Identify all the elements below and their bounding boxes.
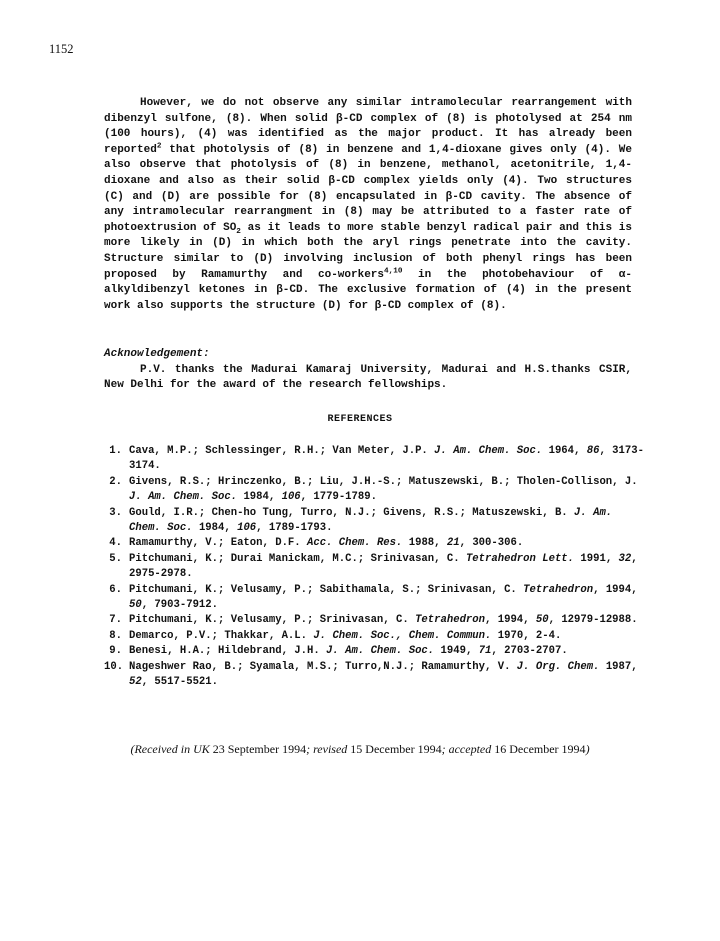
references-list: [104, 444, 644, 691]
revised-date: 15 December 1994: [350, 742, 442, 756]
reference-year: 1949: [440, 645, 466, 658]
reference-number: 3 .: [104, 506, 122, 521]
reference-number: 9 .: [104, 644, 122, 659]
body-paragraph: [104, 96, 632, 314]
received-label: Received in UK: [134, 742, 210, 756]
reference-item: [104, 583, 644, 614]
reference-pages: , 2975-2978.: [129, 552, 638, 581]
received-footnote: (Received in UK 23 September 1994; revised 15 December 1994; accepted 16 December 1994): [130, 742, 590, 756]
reference-year: 1991: [580, 552, 606, 565]
reference-pages: , 3173-3174.: [129, 445, 644, 473]
reference-volume: 106: [237, 522, 257, 535]
reference-year: 1970: [497, 629, 524, 642]
reference-item: [104, 629, 644, 644]
citation-superscript-2: 2: [156, 142, 162, 151]
reference-item: [104, 552, 644, 583]
reference-sep: ,: [574, 445, 587, 457]
reference-volume: 86: [586, 445, 600, 457]
reference-pages: , 12979-12988.: [548, 614, 638, 627]
reference-journal: Tetrahedron Lett.: [465, 552, 575, 565]
reference-sep: ,: [593, 583, 606, 596]
reference-authors: Cava, M.P.; Schlessinger, R.H.; Van Meter, J.P.: [129, 445, 435, 457]
reference-authors: Pitchumani, K.; Durai Manickam, M.C.; Srinivasan, C.: [129, 552, 466, 565]
reference-sep: ,: [268, 491, 282, 504]
reference-pages: , 300-306.: [459, 537, 524, 550]
reference-authors: Demarco, P.V.; Thakkar, A.L.: [129, 629, 314, 642]
reference-journal: J. Chem. Soc., Chem. Commun.: [313, 629, 492, 642]
so2-subscript: 2: [236, 227, 241, 236]
reference-year: 1988: [408, 537, 435, 550]
reference-item: [104, 444, 644, 475]
paragraph-text-3: as it leads to more stable benzyl radical pair and this is more likely in (D) in which both the aryl rings penetrate into the cavity. Structure similar to (D) involving inclusion of both phenyl rings has been proposed by Ramamurthy and co-workers: [104, 221, 632, 281]
reference-year: 1984: [198, 522, 225, 535]
reference-number: 1 .: [104, 444, 122, 459]
reference-sep: ,: [434, 537, 447, 550]
reference-year: 1987: [605, 660, 632, 673]
reference-item: [104, 660, 644, 691]
reference-journal: J. Am. Chem. Soc.: [129, 506, 613, 535]
reference-authors: Nageshwer Rao, B.; Syamala, M.S.; Turro,N.J.; Ramamurthy, V.: [129, 660, 517, 673]
acknowledgement-section: [104, 347, 632, 394]
reference-authors: Givens, R.S.; Hrinczenko, B.; Liu, J.H.-S.; Matuszewski, B.; Tholen-Collison, J.: [129, 475, 638, 488]
reference-volume: 32: [618, 552, 632, 565]
reference-item: [104, 506, 644, 537]
reference-number: 4 .: [104, 536, 122, 551]
reference-sep: ,: [485, 614, 498, 627]
reference-journal: Tetrahedron: [523, 583, 594, 596]
reference-item: [104, 613, 644, 628]
reference-item: [104, 644, 644, 659]
reference-journal: J. Am. Chem. Soc.: [326, 645, 435, 658]
reference-authors: Gould, I.R.; Chen-ho Tung, Turro, N.J.; Givens, R.S.; Matuszewski, B.: [129, 506, 575, 519]
reference-sep: ,: [523, 614, 536, 627]
acknowledgement-text: P.V. thanks the Madurai Kamaraj University, Madurai and H.S.thanks CSIR, New Delhi for the award of the research fellowships.: [104, 363, 632, 392]
reference-number: 5 .: [104, 552, 122, 567]
reference-volume: 106: [281, 491, 301, 504]
reference-journal: J. Am. Chem. Soc.: [434, 445, 543, 457]
reference-number: 2 .: [104, 475, 122, 490]
reference-pages: , 2-4.: [523, 629, 562, 642]
reference-sep: ,: [224, 522, 238, 535]
reference-pages: , 1789-1793.: [256, 522, 333, 535]
reference-sep: ,: [631, 583, 638, 596]
reference-journal: Tetrahedron: [415, 614, 486, 627]
reference-sep: ,: [605, 552, 619, 565]
references-heading: REFERENCES: [327, 414, 393, 425]
reference-number: 8 .: [104, 629, 122, 644]
accepted-label: accepted: [448, 742, 492, 756]
citation-superscript-4-10: 4,10: [384, 266, 403, 275]
paragraph-text-2: that photolysis of (8) in benzene and 1,4-dioxane gives only (4). We also observe that photolysis of (8) in benzene, methanol, acetonitrile, 1,4-dioxane and also as their solid β-CD complex yields only (4). Two structures (C) and (D) are possible for (8) encapsulated in β-CD cavity. The absence of any intramolecular rearrangment in (8) may be attributed to a faster rate of photoextrusion of SO: [104, 143, 632, 234]
reference-sep: ,: [631, 660, 638, 673]
reference-year: 1994: [497, 614, 524, 627]
reference-journal: J. Am. Chem. Soc.: [129, 491, 238, 504]
reference-year: 1984: [243, 491, 269, 504]
reference-authors: Benesi, H.A.; Hildebrand, J.H.: [129, 645, 327, 658]
acknowledgement-title: Acknowledgement:: [104, 348, 210, 360]
reference-volume: 21: [446, 537, 460, 550]
reference-item: [104, 536, 644, 551]
reference-volume: 52: [129, 676, 142, 689]
reference-authors: Pitchumani, K.; Velusamy, P.; Sabithamala, S.; Srinivasan, C.: [129, 583, 524, 596]
reference-pages: , 1779-1789.: [300, 491, 377, 504]
reference-authors: Ramamurthy, V.; Eaton, D.F.: [129, 537, 308, 550]
paragraph-text-4: in the photobehaviour of α-alkyldibenzyl ketones in β-CD. The exclusive formation of (4) in the present work also supports the structure (D) for β-CD complex of (8).: [104, 268, 632, 312]
received-date: 23 September 1994: [212, 742, 307, 756]
reference-number: 10 .: [104, 660, 122, 675]
reference-journal: Acc. Chem. Res.: [307, 537, 403, 550]
accepted-date: 16 December 1994: [494, 742, 586, 756]
reference-volume: 50: [535, 614, 549, 627]
paragraph-text-1: However, we do not observe any similar intramolecular rearrangement with dibenzyl sulfone, (8). When solid β-CD complex of (8) is photolysed at 254 nm (100 hours), (4) was identified as the major product. It has already been reported: [104, 97, 632, 156]
revised-label: revised: [313, 742, 348, 756]
reference-item: [104, 475, 644, 506]
page-number: 1152: [49, 42, 74, 56]
reference-number: 6 .: [104, 583, 122, 598]
reference-sep: ,: [465, 645, 479, 658]
reference-volume: 71: [478, 645, 492, 658]
reference-number: 7 .: [104, 613, 122, 628]
reference-pages: , 5517-5521.: [141, 676, 219, 689]
reference-journal: J. Org. Chem.: [516, 660, 600, 673]
reference-authors: Pitchumani, K.; Velusamy, P.; Srinivasan, C.: [129, 614, 416, 627]
reference-year: 1964: [548, 445, 575, 457]
reference-pages: , 2703-2707.: [491, 645, 568, 658]
reference-year: 1994: [605, 583, 632, 596]
reference-volume: 50: [129, 599, 142, 612]
reference-pages: , 7903-7912.: [141, 599, 219, 612]
